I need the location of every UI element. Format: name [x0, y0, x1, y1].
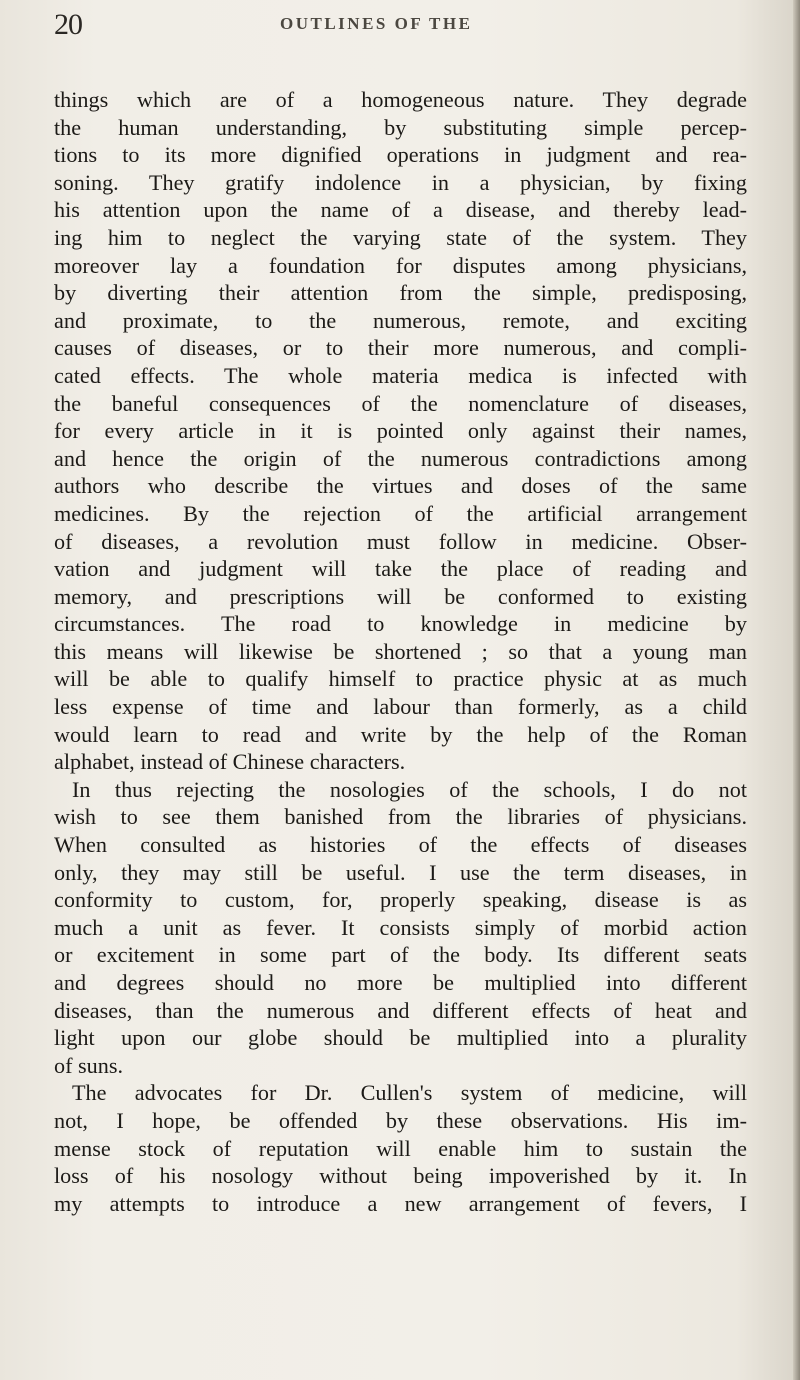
text-line: of diseases, a revolution must follow in medicine. Obser-	[54, 528, 747, 554]
text-line: diseases, than the numerous and different effects of heat and	[54, 997, 747, 1023]
text-line: for every article in it is pointed only against their names,	[54, 418, 747, 444]
text-line: In thus rejecting the nosologies of the schools, I do not	[72, 776, 747, 802]
page-header	[50, 4, 650, 44]
text-line: authors who describe the virtues and doses of the same	[54, 473, 747, 499]
text-line: only, they may still be useful. I use the term diseases, in	[54, 859, 747, 885]
text-line: circumstances. The road to knowledge in medicine by	[54, 611, 747, 637]
running-head: OUTLINES OF THE	[280, 14, 473, 33]
text-line: this means will likewise be shortened ; so that a young man	[54, 638, 747, 664]
text-line: by diverting their attention from the simple, predisposing,	[54, 280, 747, 306]
text-line: cated effects. The whole materia medica is infected with	[54, 362, 747, 388]
text-line: vation and judgment will take the place of reading and	[54, 556, 747, 582]
text-line: things which are of a homogeneous nature. They degrade	[54, 87, 747, 112]
text-line: moreover lay a foundation for disputes among physicians,	[54, 252, 747, 278]
body-text	[54, 86, 747, 1217]
text-line: causes of diseases, or to their more numerous, and compli-	[54, 335, 747, 361]
text-line: not, I hope, be offended by these observations. His im-	[54, 1107, 747, 1133]
text-line: memory, and prescriptions will be conformed to existing	[54, 583, 747, 609]
text-line: his attention upon the name of a disease, and thereby lead-	[54, 197, 747, 223]
text-line: will be able to qualify himself to practice physic at as much	[54, 666, 747, 692]
text-line: The advocates for Dr. Cullen's system of medicine, will	[72, 1080, 747, 1106]
text-line: the human understanding, by substituting simple percep-	[54, 114, 747, 140]
text-line: loss of his nosology without being impoverished by it. In	[54, 1163, 747, 1189]
text-line: of suns.	[54, 1052, 124, 1078]
text-line: my attempts to introduce a new arrangement of fevers, I	[54, 1190, 747, 1216]
text-line: the baneful consequences of the nomenclature of diseases,	[54, 390, 747, 416]
text-line: wish to see them banished from the libraries of physicians.	[54, 804, 747, 830]
text-line: medicines. By the rejection of the artificial arrangement	[54, 500, 747, 526]
text-line: would learn to read and write by the help of the Roman	[54, 721, 747, 747]
text-line: soning. They gratify indolence in a physician, by fixing	[54, 169, 747, 195]
page-number: 20	[54, 8, 82, 41]
text-line: alphabet, instead of Chinese characters.	[54, 749, 406, 775]
text-line: light upon our globe should be multiplied into a plurality	[54, 1025, 747, 1051]
text-line: ing him to neglect the varying state of the system. They	[54, 224, 747, 250]
text-line: much a unit as fever. It consists simply of morbid action	[54, 914, 747, 940]
text-line: mense stock of reputation will enable him to sustain the	[54, 1135, 747, 1161]
text-line: conformity to custom, for, properly speaking, disease is as	[54, 887, 747, 913]
text-line: and proximate, to the numerous, remote, and exciting	[54, 307, 747, 333]
text-line: or excitement in some part of the body. Its different seats	[54, 942, 747, 968]
text-line: less expense of time and labour than formerly, as a child	[54, 694, 747, 720]
text-line: tions to its more dignified operations in judgment and rea-	[54, 142, 747, 168]
text-line: and degrees should no more be multiplied into different	[54, 970, 747, 995]
page-edge-shadow	[793, 0, 800, 1380]
text-line: and hence the origin of the numerous contradictions among	[54, 445, 747, 471]
text-line: When consulted as histories of the effects of diseases	[54, 832, 747, 858]
